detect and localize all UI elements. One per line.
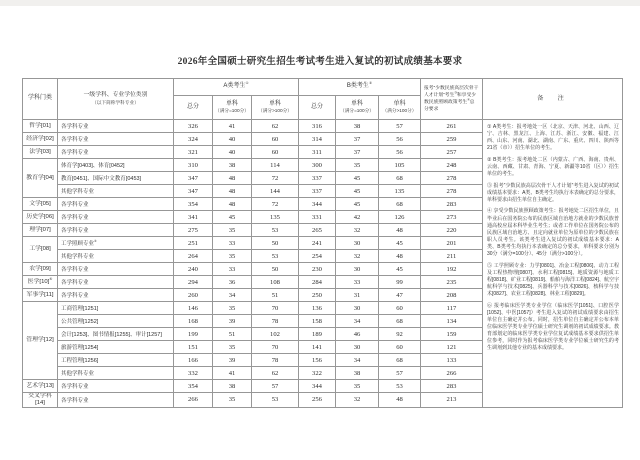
- score-cell: 42: [336, 211, 379, 224]
- score-cell: 68: [379, 198, 421, 211]
- category-cell: 文学[05]: [23, 198, 58, 211]
- score-cell: 141: [299, 341, 336, 354]
- score-cell: 254: [299, 250, 336, 263]
- score-cell: 45: [336, 198, 379, 211]
- major-cell: 各学科专业: [58, 263, 174, 276]
- score-cell: 266: [421, 367, 483, 380]
- score-cell: 324: [174, 133, 213, 146]
- score-cell: 32: [336, 250, 379, 263]
- score-cell: 265: [299, 224, 336, 237]
- category-cell: 教育学[04]: [23, 159, 58, 198]
- note-item: ② B类考生：报考地处二区（内蒙古、广西、海南、贵州、云南、西藏、甘肃、青海、宁夏、新疆等10省（区））招生单位的考生。: [487, 156, 619, 178]
- major-cell: 各学科专业: [58, 211, 174, 224]
- score-cell: 199: [174, 328, 213, 341]
- header-category: 学科门类: [23, 79, 58, 120]
- score-cell: 72: [252, 172, 299, 185]
- score-cell: 278: [421, 185, 483, 198]
- footnote-ref: ⑤: [94, 239, 97, 244]
- score-cell: 57: [379, 367, 421, 380]
- score-cell: 68: [379, 172, 421, 185]
- score-cell: 322: [299, 367, 336, 380]
- score-cell: 60: [252, 146, 299, 159]
- score-cell: 72: [252, 198, 299, 211]
- score-cell: 331: [299, 211, 336, 224]
- category-cell: 艺术学[13]: [23, 380, 58, 393]
- score-cell: 316: [299, 120, 336, 133]
- score-cell: 50: [252, 263, 299, 276]
- score-cell: 60: [252, 133, 299, 146]
- score-cell: 34: [336, 354, 379, 367]
- score-cell: 283: [421, 380, 483, 393]
- score-cell: 240: [174, 263, 213, 276]
- score-cell: 30: [336, 237, 379, 250]
- score-cell: 39: [213, 315, 252, 328]
- score-cell: 41: [213, 120, 252, 133]
- score-cell: 136: [299, 302, 336, 315]
- score-cell: 168: [174, 315, 213, 328]
- score-cell: 48: [379, 393, 421, 408]
- major-cell: 各学科专业: [58, 120, 174, 133]
- category-cell: 管理学[12]: [23, 302, 58, 380]
- score-cell: 241: [299, 237, 336, 250]
- score-cell: 300: [299, 159, 336, 172]
- category-cell: 农学[09]: [23, 263, 58, 276]
- score-cell: 134: [421, 315, 483, 328]
- score-cell: 53: [252, 393, 299, 408]
- major-cell: 各学科专业: [58, 276, 174, 289]
- score-cell: 45: [213, 211, 252, 224]
- score-cell: 51: [252, 289, 299, 302]
- score-cell: 192: [421, 263, 483, 276]
- score-cell: 35: [336, 159, 379, 172]
- score-cell: 33: [336, 276, 379, 289]
- footnote-ref-2: ②: [368, 81, 373, 86]
- score-cell: 259: [421, 133, 483, 146]
- score-cell: 166: [174, 354, 213, 367]
- score-cell: 51: [213, 328, 252, 341]
- score-cell: 251: [174, 237, 213, 250]
- score-cell: 40: [213, 146, 252, 159]
- score-cell: 92: [379, 328, 421, 341]
- note-item: ④ 享受少数民族照顾政策考生：报考地处二区招生单位，且毕业后在国务院公布的民族区域自治地方就业的少数民族普通高校应届本科毕业生考生；或者工作单位在国务院公布的民族区域自治地方、且定向就业单位为原单位的少数民族在职人员考生。该类考生进入复试的初试成绩基本要求：A类、B类考生均执行本表确定的总分要求，单科要求分别为30分（满分=100分）、45分（满分>100分）。: [487, 208, 619, 257]
- major-cell: 会计[1253]、图书情报[1255]、审计[1257]: [58, 328, 174, 341]
- score-cell: 62: [252, 367, 299, 380]
- note-item: ③ 报考“少数民族高层次骨干人才计划”考生进入复试的初试成绩基本要求：A类、B类考生均执行本表确定的总分要求，单科要求由招生单位自主确定。: [487, 182, 619, 203]
- score-cell: 332: [174, 367, 213, 380]
- score-cell: 56: [379, 133, 421, 146]
- header-group-b: B类考生②: [299, 79, 421, 96]
- score-cell: 230: [299, 263, 336, 276]
- category-cell: 历史学[06]: [23, 211, 58, 224]
- score-cell: 189: [299, 328, 336, 341]
- footnote-ref: ③: [454, 90, 457, 95]
- score-cell: 133: [421, 354, 483, 367]
- score-cell: 48: [213, 198, 252, 211]
- score-cell: 144: [252, 185, 299, 198]
- score-cell: 38: [213, 159, 252, 172]
- score-cell: 37: [336, 133, 379, 146]
- score-cell: 347: [174, 185, 213, 198]
- major-cell: 旅游管理[1254]: [58, 341, 174, 354]
- score-cell: 256: [299, 393, 336, 408]
- major-cell: 工程管理[1256]: [58, 354, 174, 367]
- score-cell: 135: [379, 185, 421, 198]
- score-cell: 211: [421, 250, 483, 263]
- score-cell: 283: [421, 198, 483, 211]
- score-cell: 310: [174, 159, 213, 172]
- score-cell: 36: [213, 276, 252, 289]
- major-cell: 教育[0451]、国际中文教育[0453]: [58, 172, 174, 185]
- score-cell: 48: [379, 250, 421, 263]
- score-cell: 45: [379, 237, 421, 250]
- score-cell: 35: [213, 302, 252, 315]
- score-cell: 38: [213, 380, 252, 393]
- score-cell: 45: [336, 185, 379, 198]
- score-cell: 344: [299, 198, 336, 211]
- score-cell: 39: [213, 354, 252, 367]
- score-cell: 56: [379, 146, 421, 159]
- category-cell: 军事学[11]: [23, 289, 58, 302]
- score-cell: 53: [252, 250, 299, 263]
- major-cell: 公共管理[1252]: [58, 315, 174, 328]
- major-cell: 各学科专业: [58, 198, 174, 211]
- score-cell: 47: [379, 289, 421, 302]
- score-cell: 344: [299, 380, 336, 393]
- major-cell: 各学科专业: [58, 133, 174, 146]
- header-major: [58, 79, 174, 120]
- category-cell: 经济学[02]: [23, 133, 58, 146]
- score-cell: 48: [213, 172, 252, 185]
- score-table: [22, 78, 623, 408]
- score-cell: 354: [174, 380, 213, 393]
- score-cell: 33: [213, 237, 252, 250]
- footnote-ref: ④: [467, 97, 470, 102]
- score-cell: 151: [174, 341, 213, 354]
- score-cell: 260: [174, 289, 213, 302]
- score-cell: 135: [252, 211, 299, 224]
- score-cell: 68: [379, 354, 421, 367]
- score-cell: 48: [379, 224, 421, 237]
- score-cell: 213: [421, 393, 483, 408]
- score-cell: 354: [174, 198, 213, 211]
- score-cell: 32: [336, 224, 379, 237]
- header-a-single100: 单科 （满分=100分）: [213, 96, 252, 120]
- score-cell: 146: [174, 302, 213, 315]
- score-cell: 41: [213, 367, 252, 380]
- score-cell: 48: [213, 185, 252, 198]
- category-cell: 工学[08]: [23, 237, 58, 263]
- major-cell: 其他学科专业: [58, 367, 174, 380]
- score-cell: 284: [299, 276, 336, 289]
- score-cell: 35: [213, 341, 252, 354]
- major-cell: 各学科专业: [58, 380, 174, 393]
- header-b-single-gt100: 单科 （满分>100分）: [379, 96, 421, 120]
- score-cell: 40: [213, 133, 252, 146]
- score-cell: 347: [174, 172, 213, 185]
- score-cell: 57: [379, 120, 421, 133]
- score-cell: 33: [213, 263, 252, 276]
- score-cell: 208: [421, 289, 483, 302]
- major-cell: 其他学科专业: [58, 250, 174, 263]
- score-cell: 294: [174, 276, 213, 289]
- score-cell: 35: [213, 224, 252, 237]
- header-major-line2: （以下简称学科专业）: [92, 99, 139, 105]
- score-cell: 159: [421, 328, 483, 341]
- score-cell: 158: [299, 315, 336, 328]
- score-cell: 337: [299, 185, 336, 198]
- score-cell: 314: [299, 133, 336, 146]
- score-cell: 30: [336, 263, 379, 276]
- table-header: [23, 79, 623, 120]
- score-cell: 102: [252, 328, 299, 341]
- score-cell: 78: [252, 315, 299, 328]
- score-cell: 121: [421, 341, 483, 354]
- remarks-cell: [483, 120, 623, 408]
- score-cell: 248: [421, 159, 483, 172]
- header-a-total: 总分: [174, 96, 213, 120]
- score-cell: 126: [379, 211, 421, 224]
- score-cell: 156: [299, 354, 336, 367]
- score-cell: 35: [336, 380, 379, 393]
- header-b-single100: 单科 （满分=100分）: [336, 96, 379, 120]
- score-cell: 37: [336, 146, 379, 159]
- note-item: ⑤ 工学照顾专业：力学[0801]、冶金工程[0806]、动力工程及工程热物理[0807]、水利工程[0815]、地质资源与地质工程[0818]、矿业工程[0819]、船舶与海洋工程[0824]、航空宇航科学与技术[0825]、兵器科学与技术[0826]、核科学与技术[0827]、农业工程[0828]、林业工程[0829]。: [487, 262, 619, 297]
- score-cell: 108: [252, 276, 299, 289]
- header-minority: 报考“少数民族高层次骨干人才计划”考生③和享受少数民族照顾政策考生④总分要求: [421, 79, 483, 120]
- score-cell: 53: [379, 380, 421, 393]
- score-cell: 60: [379, 302, 421, 315]
- score-table-tbody: [23, 120, 623, 408]
- category-cell: 哲学[01]: [23, 120, 58, 133]
- score-cell: 264: [174, 250, 213, 263]
- table-row: [23, 120, 623, 133]
- score-cell: 257: [421, 146, 483, 159]
- major-cell: 各学科专业: [58, 289, 174, 302]
- major-cell: 工学照顾专业⑤: [58, 237, 174, 250]
- major-cell: 工商管理[1251]: [58, 302, 174, 315]
- score-cell: 266: [174, 393, 213, 408]
- score-cell: 50: [252, 237, 299, 250]
- score-cell: 46: [336, 328, 379, 341]
- header-major-line1: 一级学科、专业学位类别: [83, 92, 148, 99]
- score-cell: 62: [252, 120, 299, 133]
- score-cell: 53: [252, 224, 299, 237]
- score-cell: 275: [174, 224, 213, 237]
- score-cell: 38: [336, 367, 379, 380]
- header-b-total: 总分: [299, 96, 336, 120]
- score-cell: 35: [213, 393, 252, 408]
- score-cell: 99: [379, 276, 421, 289]
- page-title: 2026年全国硕士研究生招生考试考生进入复试的初试成绩基本要求: [177, 57, 463, 67]
- header-a-single-gt100: 单科 （满分>100分）: [252, 96, 299, 120]
- score-cell: 220: [421, 224, 483, 237]
- score-cell: 45: [379, 263, 421, 276]
- major-cell: 体育学[0403]、体育[0452]: [58, 159, 174, 172]
- score-cell: 30: [336, 302, 379, 315]
- category-cell: 交叉学科[14]: [23, 393, 58, 408]
- major-cell: 各学科专业: [58, 393, 174, 408]
- score-cell: 70: [252, 341, 299, 354]
- header-group-a: A类考生①: [174, 79, 299, 96]
- score-cell: 261: [421, 120, 483, 133]
- score-cell: 341: [174, 211, 213, 224]
- score-cell: 250: [299, 289, 336, 302]
- header-remark: 备 注: [483, 79, 623, 120]
- footnote-ref-1: ①: [245, 81, 249, 86]
- score-cell: 31: [336, 289, 379, 302]
- score-cell: 321: [174, 146, 213, 159]
- score-cell: 57: [252, 380, 299, 393]
- score-cell: 117: [421, 302, 483, 315]
- major-cell: 各学科专业: [58, 146, 174, 159]
- major-cell: 其他学科专业: [58, 185, 174, 198]
- score-cell: 337: [299, 172, 336, 185]
- category-cell: 理学[07]: [23, 224, 58, 237]
- score-cell: 278: [421, 172, 483, 185]
- score-cell: 60: [379, 341, 421, 354]
- score-cell: 78: [252, 354, 299, 367]
- category-cell: 医学[10]⑥: [23, 276, 58, 289]
- score-cell: 45: [336, 172, 379, 185]
- score-cell: 105: [379, 159, 421, 172]
- score-cell: 34: [336, 315, 379, 328]
- note-item: ⑥ 报考临床医学类专业学位（临床医学[1051]、口腔医学[1052]、中医[1057]）考生进入复试的初试成绩要求由招生单位自主确定并公布。同时，招生单位自主确定并公布本单位临床医学类专业学位硕士研究生调剂的初试成绩要求。教育部划定的临床医学类专业学位复试成绩基本要求供招生单位参考，同时作为报考临床医学类专业学位硕士研究生的考生调剂到其他专业的基本成绩要求。: [487, 302, 619, 352]
- score-cell: 70: [252, 302, 299, 315]
- category-cell: 法学[03]: [23, 146, 58, 159]
- score-cell: 114: [252, 159, 299, 172]
- score-cell: 235: [421, 276, 483, 289]
- major-cell: 各学科专业: [58, 224, 174, 237]
- score-cell: 326: [174, 120, 213, 133]
- score-cell: 273: [421, 211, 483, 224]
- score-cell: 201: [421, 237, 483, 250]
- score-cell: 32: [336, 393, 379, 408]
- score-cell: 34: [213, 289, 252, 302]
- footnote-ref: ⑥: [49, 276, 53, 281]
- score-cell: 38: [336, 120, 379, 133]
- score-cell: 30: [336, 341, 379, 354]
- page-top-edge: [0, 0, 640, 6]
- score-cell: 35: [213, 250, 252, 263]
- score-cell: 311: [299, 146, 336, 159]
- score-cell: 68: [379, 315, 421, 328]
- note-item: ① A类考生：报考地处一区（北京、天津、河北、山西、辽宁、吉林、黑龙江、上海、江苏、浙江、安徽、福建、江西、山东、河南、湖北、湖南、广东、重庆、四川、陕西等21省（市））招生单位的考生。: [487, 124, 619, 152]
